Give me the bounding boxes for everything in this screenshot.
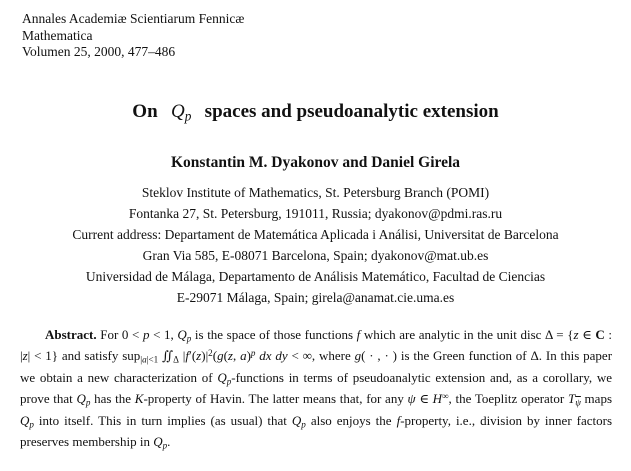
affiliation-line-5: Universidad de Málaga, Departamento de Análisis Matemático, Facultad de Ciencias	[85, 269, 546, 284]
journal-name: Annales Academiæ Scientiarum Fennicæ	[22, 11, 245, 26]
abstract-paragraph: Abstract. For 0 < p < 1, $Q_p$ is the space of those functions f which are analytic in the unit disc Δ = {z ∈ C : |z| < 1} and satisfy sup$_{|a|<1}$ $∬_\Delta$ $|f'(z)|^2(g(z$, a)$^p$ dx dy < ∞, where g( · , · ) is the Green function of Δ. In this paper we obtain a new characterization of $Q_p$-functions in terms of pseudoanalytic extension and, as a corollary, we prove that $Q_p$ has the K-property of Havin. The latter means that, for any ψ ∈ H∞, the Toeplitz operator $T_{\overline{\psi}}$ maps $Q_p$ into itself. This in turn implies (as usual) that $Q_p$ also enjoys the f-property, i.e., division by inner factors preserves membership in $Q_p$.	[20, 327, 613, 451]
journal-series: Mathematica	[22, 27, 93, 43]
affiliation-line-4: Gran Via 585, E-08071 Barcelona, Spain; dyakonov@mat.ub.es	[142, 248, 489, 263]
journal-volume-pages: Volumen 25, 2000, 477–486	[22, 44, 176, 59]
paper-title: On $Q_p$ spaces and pseudoanalytic extension	[132, 101, 499, 124]
affiliation-line-3: Current address: Departament de Matemática Aplicada i Análisi, Universitat de Barcelona	[72, 227, 559, 242]
authors-line: Konstantin M. Dyakonov and Daniel Girela	[170, 154, 461, 171]
affiliation-line-1: Steklov Institute of Mathematics, St. Petersburg Branch (POMI)	[141, 185, 490, 200]
affiliation-line-2: Fontanka 27, St. Petersburg, 191011, Russia; dyakonov@pdmi.ras.ru	[128, 206, 503, 221]
affiliation-line-6: E-29071 Málaga, Spain; girela@anamat.cie.uma.es	[176, 290, 455, 305]
journal-header	[22, 11, 244, 61]
affiliations-block	[0, 182, 631, 308]
